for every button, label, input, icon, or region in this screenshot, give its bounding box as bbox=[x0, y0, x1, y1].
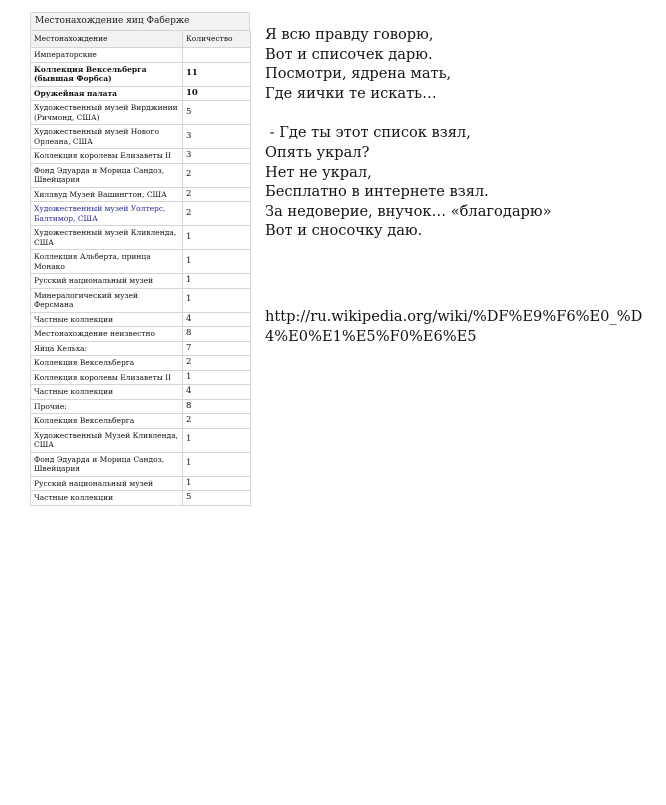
count-cell: 1 bbox=[183, 370, 251, 385]
poem-stanza-2 bbox=[265, 123, 660, 241]
location-cell: Русский национальный музей bbox=[31, 274, 183, 289]
table-row bbox=[31, 274, 251, 289]
location-cell: Яйца Кельха: bbox=[31, 341, 183, 356]
location-cell: Частные коллекции bbox=[31, 385, 183, 400]
location-cell: Минералогический музей Ферсмана bbox=[31, 288, 183, 312]
location-cell: Прочие: bbox=[31, 399, 183, 414]
count-cell: 2 bbox=[183, 356, 251, 371]
table-row bbox=[31, 149, 251, 164]
count-cell: 1 bbox=[183, 274, 251, 289]
poem-line: Вот и списочек дарю. bbox=[265, 45, 433, 63]
table-row bbox=[31, 341, 251, 356]
location-cell: Коллекция королевы Елизаветы II bbox=[31, 149, 183, 164]
table-row bbox=[31, 452, 251, 476]
count-cell: 8 bbox=[183, 327, 251, 342]
table-row bbox=[31, 202, 251, 226]
location-cell: Коллекция Вексельберга bbox=[31, 414, 183, 429]
table-row bbox=[31, 428, 251, 452]
table-row bbox=[31, 327, 251, 342]
count-cell: 7 bbox=[183, 341, 251, 356]
location-cell: Фонд Эдуарда и Морица Сандоз, Швейцария bbox=[31, 452, 183, 476]
poem-line: - Где ты этот список взял, bbox=[265, 124, 471, 142]
count-cell: 2 bbox=[183, 163, 251, 187]
table-row bbox=[31, 385, 251, 400]
table-caption: Местонахождение яиц Фаберже bbox=[30, 12, 250, 30]
count-cell: 4 bbox=[183, 312, 251, 327]
location-cell[interactable]: Художественный музей Уолтерс, Балтимор, США bbox=[31, 202, 183, 226]
count-cell: 1 bbox=[183, 476, 251, 491]
count-cell: 11 bbox=[183, 62, 251, 86]
poem-line: Нет не украл, bbox=[265, 163, 372, 181]
location-cell: Коллекция Вексельберга bbox=[31, 356, 183, 371]
location-cell: Коллекция Вексельберга (бывшая Форбса) bbox=[31, 62, 183, 86]
location-cell: Художественный Музей Кливленда, США bbox=[31, 428, 183, 452]
table-row bbox=[31, 312, 251, 327]
table-row bbox=[31, 86, 251, 101]
table-row bbox=[31, 163, 251, 187]
table-row bbox=[31, 187, 251, 202]
location-cell: Фонд Эдуарда и Морица Сандоз, Швейцария bbox=[31, 163, 183, 187]
count-cell: 3 bbox=[183, 149, 251, 164]
poem-stanza-1 bbox=[265, 25, 660, 103]
location-cell: Оружейная палата bbox=[31, 86, 183, 101]
table-row bbox=[31, 370, 251, 385]
faberge-eggs-table bbox=[30, 12, 250, 506]
table-row bbox=[31, 48, 251, 63]
table-row bbox=[31, 125, 251, 149]
count-cell: 10 bbox=[183, 86, 251, 101]
location-cell: Частные коллекции bbox=[31, 312, 183, 327]
table-row bbox=[31, 288, 251, 312]
header-count: Количество bbox=[183, 31, 251, 48]
count-cell: 5 bbox=[183, 491, 251, 506]
count-cell: 5 bbox=[183, 101, 251, 125]
count-cell: 1 bbox=[183, 452, 251, 476]
count-cell: 4 bbox=[183, 385, 251, 400]
table-row bbox=[31, 62, 251, 86]
table-row bbox=[31, 226, 251, 250]
poem-line: Опять украл? bbox=[265, 143, 370, 161]
poem-line: Посмотри, ядрена мать, bbox=[265, 65, 452, 83]
poem-line: Бесплатно в интернете взял. bbox=[265, 183, 489, 201]
poem-line: Я всю правду говорю, bbox=[265, 26, 434, 43]
wikipedia-link[interactable]: http://ru.wikipedia.org/wiki/%DF%E9%F6%E0_%D4%E0%E1%E5%F0%E6%E5 bbox=[265, 308, 643, 345]
poem-line: За недоверие, внучок… «благодарю» bbox=[265, 202, 552, 220]
count-cell bbox=[183, 48, 251, 63]
table-row bbox=[31, 399, 251, 414]
table-header-row bbox=[31, 31, 251, 48]
location-cell: Коллекция Альберта, принца Монако bbox=[31, 250, 183, 274]
table-row bbox=[31, 101, 251, 125]
location-cell: Коллекция королевы Елизаветы II bbox=[31, 370, 183, 385]
count-cell: 2 bbox=[183, 202, 251, 226]
table-row bbox=[31, 491, 251, 506]
location-cell: Русский национальный музей bbox=[31, 476, 183, 491]
poem bbox=[265, 25, 660, 261]
count-cell: 3 bbox=[183, 125, 251, 149]
location-cell: Частные коллекции bbox=[31, 491, 183, 506]
table-row bbox=[31, 414, 251, 429]
location-cell: Хиллвуд Музей Вашингтон, США bbox=[31, 187, 183, 202]
count-cell: 1 bbox=[183, 250, 251, 274]
location-cell: Императорские bbox=[31, 48, 183, 63]
count-cell: 1 bbox=[183, 288, 251, 312]
locations-table bbox=[30, 30, 251, 506]
poem-line: Где яички те искать… bbox=[265, 84, 437, 102]
poem-line: Вот и сносочку даю. bbox=[265, 222, 423, 240]
location-cell: Местонахождение неизвестно bbox=[31, 327, 183, 342]
table-row bbox=[31, 250, 251, 274]
count-cell: 1 bbox=[183, 226, 251, 250]
header-location: Местонахождение bbox=[31, 31, 183, 48]
count-cell: 8 bbox=[183, 399, 251, 414]
count-cell: 2 bbox=[183, 187, 251, 202]
location-cell: Художественный музей Кливленда, США bbox=[31, 226, 183, 250]
location-cell: Художественный музей Нового Орлеана, США bbox=[31, 125, 183, 149]
count-cell: 2 bbox=[183, 414, 251, 429]
count-cell: 1 bbox=[183, 428, 251, 452]
location-cell: Художественный музей Вирджинии (Ричмонд, США) bbox=[31, 101, 183, 125]
table-row bbox=[31, 356, 251, 371]
table-row bbox=[31, 476, 251, 491]
